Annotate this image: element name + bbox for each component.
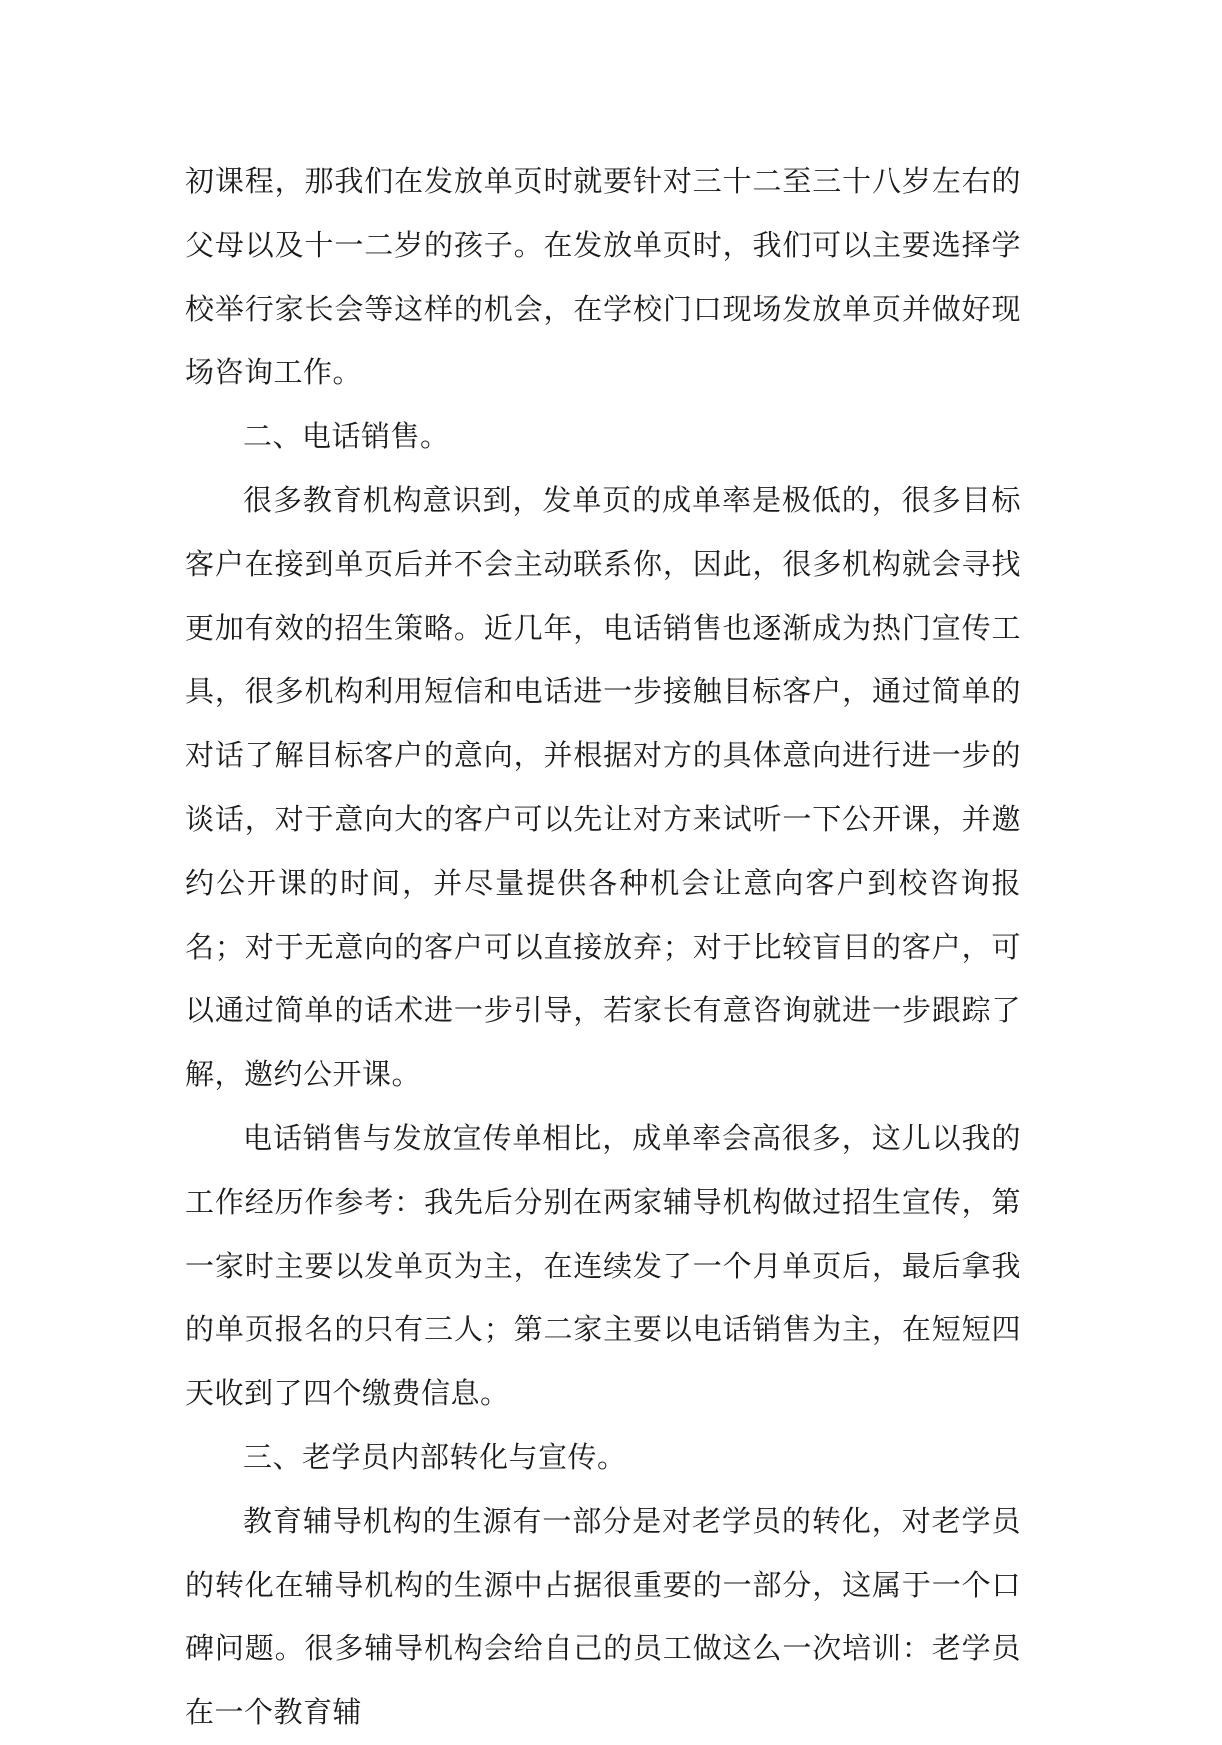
- section-heading-student-conversion: 三、老学员内部转化与宣传。: [243, 1439, 627, 1474]
- paragraph-continuation: 初课程，那我们在发放单页时就要针对三十二至三十八岁左右的父母以及十一二岁的孩子。在发放单页时，我们可以主要选择学校举行家长会等这样的机会，在学校门口现场发放单页并做好现场咨询工作。: [185, 164, 1021, 390]
- section-heading-phone-sales: 二、电话销售。: [243, 419, 450, 454]
- paragraph-phone-sales-comparison: 电话销售与发放宣传单相比，成单率会高很多，这儿以我的工作经历作参考：我先后分别在两家辅导机构做过招生宣传，第一家时主要以发单页为主，在连续发了一个月单页后，最后拿我的单页报名的只有三人；第二家主要以电话销售为主，在短短四天收到了四个缴费信息。: [185, 1120, 1021, 1411]
- paragraph-phone-sales-intro: 很多教育机构意识到，发单页的成单率是极低的，很多目标客户在接到单页后并不会主动联系你，因此，很多机构就会寻找更加有效的招生策略。近几年，电话销售也逐渐成为热门宣传工具，很多机构利用短信和电话进一步接触目标客户，通过简单的对话了解目标客户的意向，并根据对方的具体意向进行进一步的谈话，对于意向大的客户可以先让对方来试听一下公开课，并邀约公开课的时间，并尽量提供各种机会让意向客户到校咨询报名；对于无意向的客户可以直接放弃；对于比较盲目的客户，可以通过简单的话术进一步引导，若家长有意咨询就进一步跟踪了解，邀约公开课。: [185, 482, 1021, 1092]
- paragraph-student-conversion: 教育辅导机构的生源有一部分是对老学员的转化，对老学员的转化在辅导机构的生源中占据很重要的一部分，这属于一个口碑问题。很多辅导机构会给自己的员工做这么一次培训：老学员在一个教育辅: [185, 1503, 1021, 1730]
- document-page: [185, 150, 1021, 1745]
